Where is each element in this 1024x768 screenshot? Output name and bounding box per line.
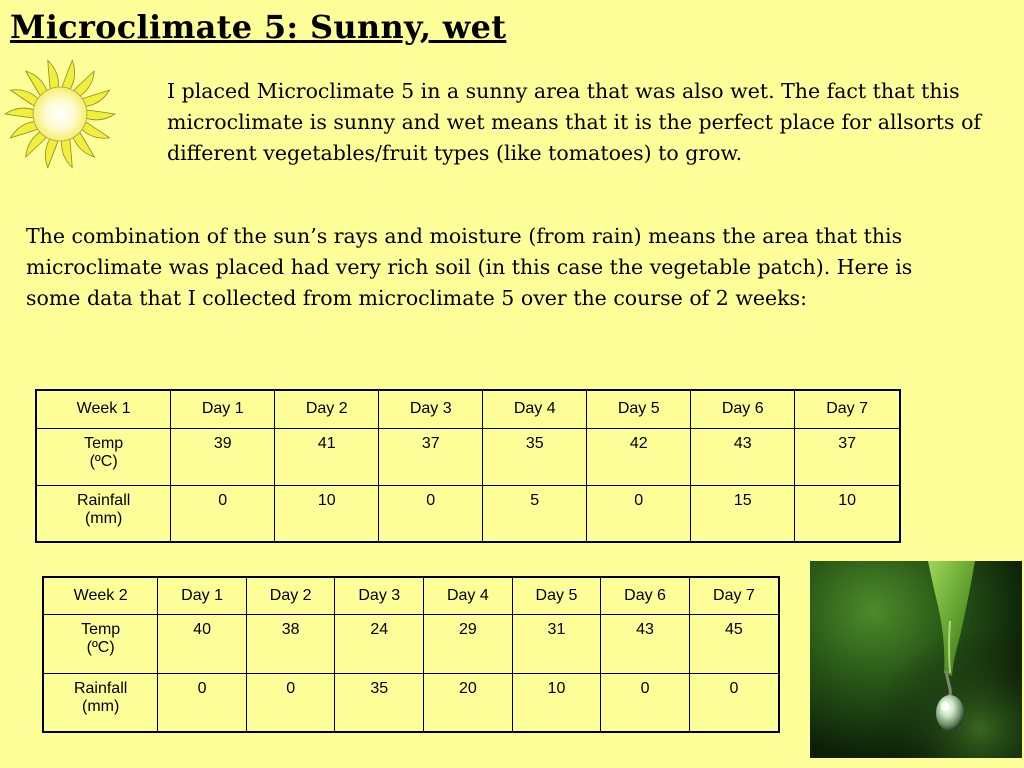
table-cell: 10	[275, 485, 379, 542]
sun-ray	[48, 60, 59, 90]
row-label-line2: (mm)	[81, 697, 120, 715]
header-cell: Day 5	[587, 390, 691, 428]
table-cell: 45	[689, 615, 779, 674]
header-cell: Day 4	[424, 577, 513, 615]
header-cell: Day 2	[246, 577, 335, 615]
row-label-line1: Temp	[81, 621, 121, 639]
table-cell: 24	[335, 615, 424, 674]
table-cell: 0	[158, 673, 247, 732]
table-cell: 43	[601, 615, 690, 674]
header-cell: Day 3	[335, 577, 424, 615]
table-cell: 20	[424, 673, 513, 732]
header-cell: Day 1	[158, 577, 247, 615]
week-2-table	[42, 576, 780, 733]
sun-ray	[62, 138, 73, 168]
sun-ray	[86, 110, 115, 120]
header-cell: Week 1	[36, 390, 171, 428]
page-title: Microclimate 5: Sunny, wet	[10, 8, 507, 46]
table-cell: 39	[171, 428, 275, 485]
table-cell: 43	[691, 428, 795, 485]
table-cell: 31	[512, 615, 601, 674]
table-cell: 0	[379, 485, 483, 542]
table-cell: 37	[379, 428, 483, 485]
row-label-line2: (ºC)	[86, 639, 115, 657]
sun-ray	[5, 108, 34, 118]
table-cell: 35	[483, 428, 587, 485]
table-row-temp	[43, 615, 779, 674]
table-row-rainfall	[36, 485, 900, 542]
row-label	[43, 615, 158, 674]
table-cell: 42	[587, 428, 691, 485]
table-header-row	[36, 390, 900, 428]
header-cell: Day 6	[691, 390, 795, 428]
table-cell: 35	[335, 673, 424, 732]
table-cell: 15	[691, 485, 795, 542]
sun-ray	[45, 138, 58, 168]
table-cell: 5	[483, 485, 587, 542]
table-cell: 38	[246, 615, 335, 674]
body-paragraph: The combination of the sun’s rays and moisture (from rain) means the area that this microclimate was placed had very rich soil (in this case the vegetable patch). Here is some data that I collected from microclimate 5 over the course of 2 weeks:	[26, 224, 913, 310]
row-label-line1: Rainfall	[76, 491, 131, 509]
row-label-line1: Rainfall	[73, 679, 128, 697]
header-cell: Day 7	[689, 577, 779, 615]
table-cell: 0	[689, 673, 779, 732]
table-row-temp	[36, 428, 900, 485]
row-label	[36, 485, 171, 542]
table-cell: 0	[601, 673, 690, 732]
table-header-row	[43, 577, 779, 615]
week-1-table	[35, 389, 901, 543]
table-cell: 0	[171, 485, 275, 542]
header-cell: Week 2	[43, 577, 158, 615]
header-cell: Day 5	[512, 577, 601, 615]
sun-icon	[2, 56, 118, 172]
row-label-line2: (ºC)	[89, 452, 118, 470]
table-row-rainfall	[43, 673, 779, 732]
table-cell: 41	[275, 428, 379, 485]
row-label-line1: Temp	[84, 434, 124, 452]
header-cell: Day 7	[795, 390, 900, 428]
header-cell: Day 3	[379, 390, 483, 428]
row-label-line2: (mm)	[84, 509, 123, 527]
sun-ray	[62, 60, 75, 90]
table-cell: 10	[512, 673, 601, 732]
table-cell: 0	[587, 485, 691, 542]
header-cell: Day 4	[483, 390, 587, 428]
table-cell: 37	[795, 428, 900, 485]
table-cell: 0	[246, 673, 335, 732]
header-cell: Day 6	[601, 577, 690, 615]
table-cell: 40	[158, 615, 247, 674]
row-label	[36, 428, 171, 485]
table-cell: 29	[424, 615, 513, 674]
water-drop-on-leaf-photo	[810, 561, 1022, 758]
table-cell: 10	[795, 485, 900, 542]
header-cell: Day 2	[275, 390, 379, 428]
row-label	[43, 673, 158, 732]
header-cell: Day 1	[171, 390, 275, 428]
intro-paragraph: I placed Microclimate 5 in a sunny area that was also wet. The fact that this microclimate is sunny and wet means that it is the perfect place for allsorts of different vegetables/fruit types (like tomatoes) to grow.	[167, 79, 982, 165]
